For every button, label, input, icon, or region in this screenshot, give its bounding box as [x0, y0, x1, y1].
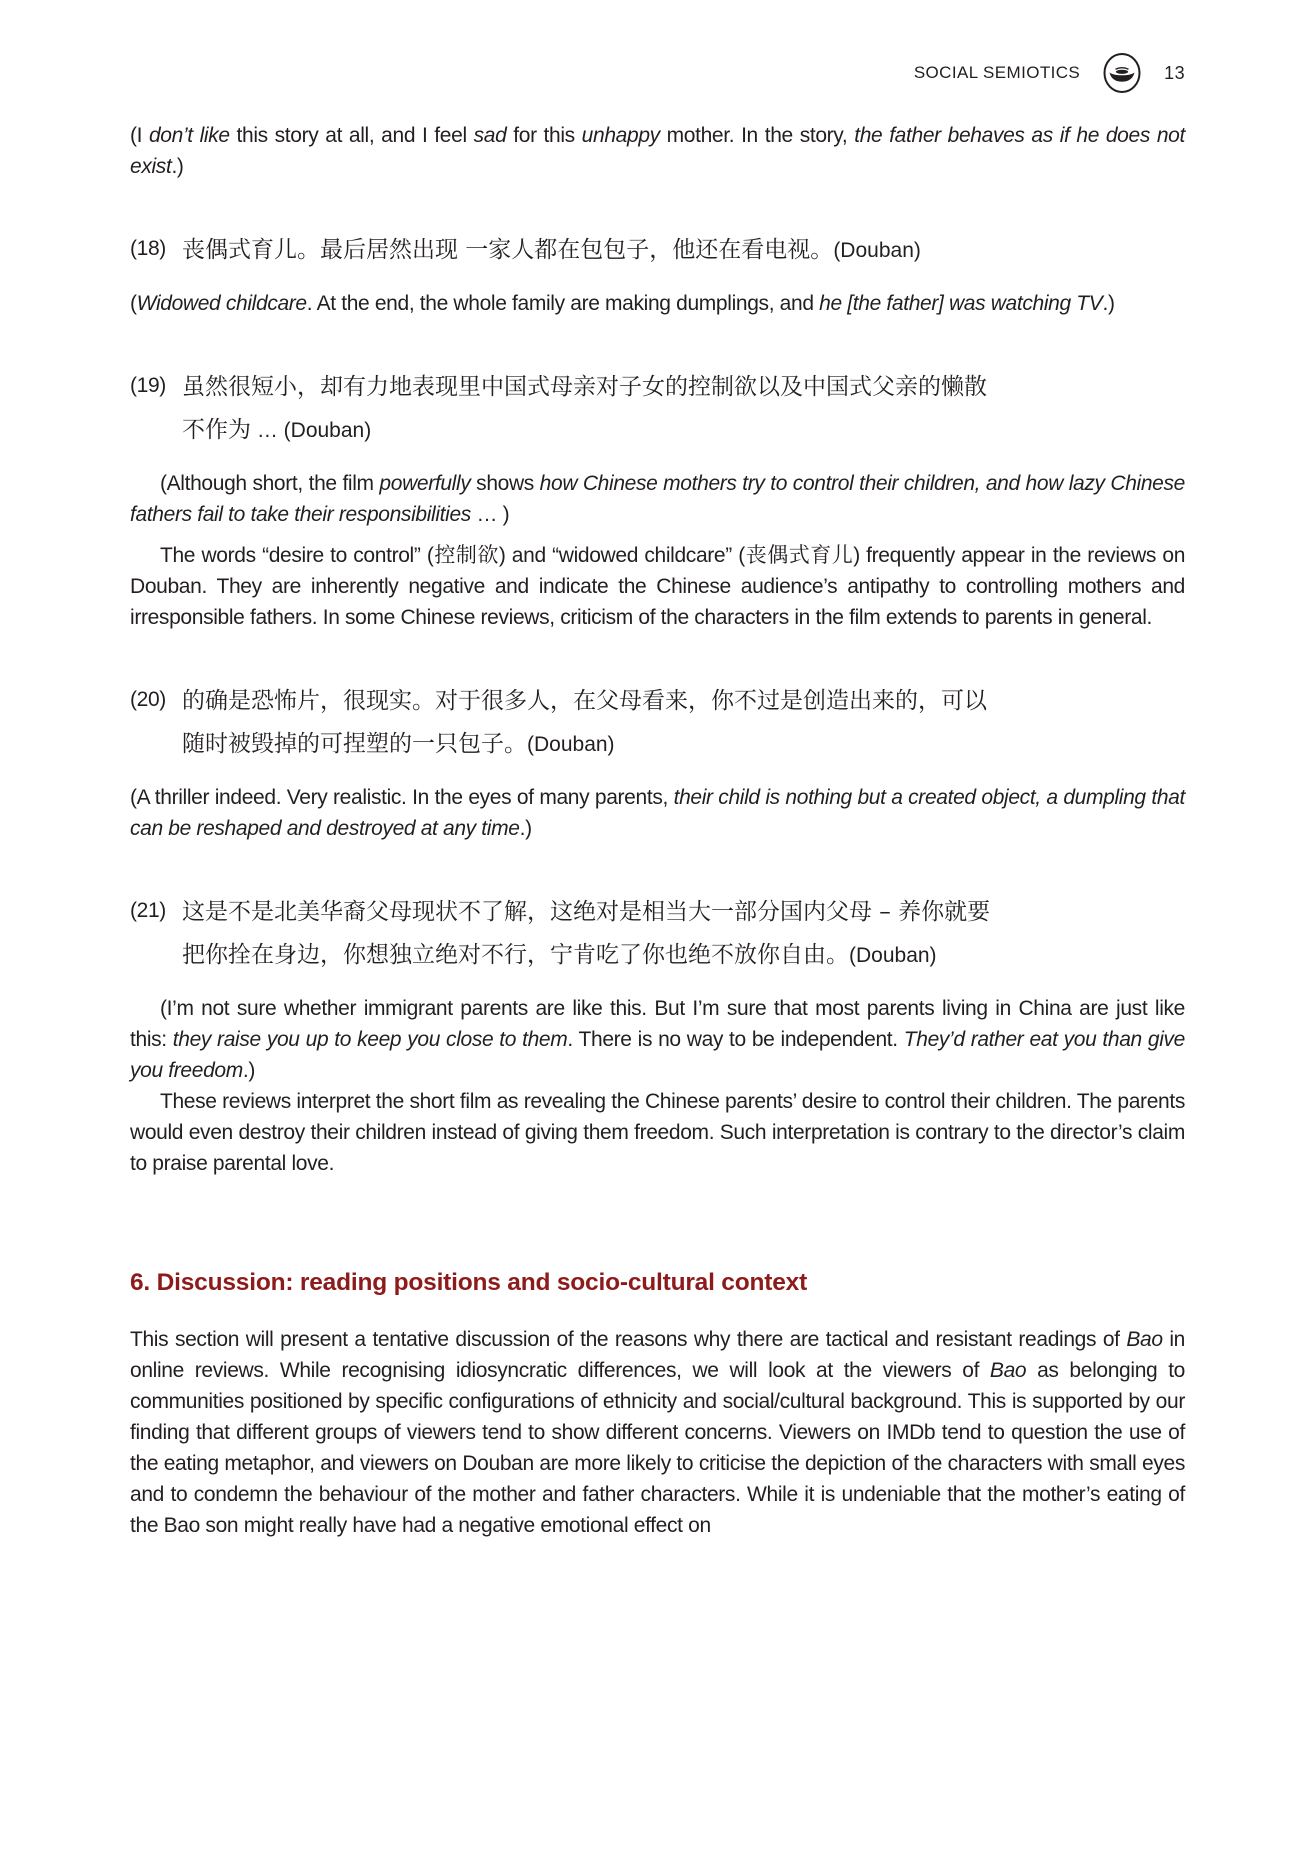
text-run: for this: [506, 124, 582, 147]
text-run: .): [519, 817, 532, 840]
cjk-text-run: 把你拴在身边，你想独立绝对不行，宁肯吃了你也绝不放你自由。: [182, 942, 849, 968]
italic-text-run: the father behaves as if he does not exist: [130, 124, 1185, 178]
paragraph-section-body: [130, 1324, 1185, 1541]
page-body: [130, 120, 1185, 1541]
cjk-text-run: 随时被毁掉的可捏塑的一只包子。: [182, 731, 527, 757]
example-number: (19): [130, 374, 166, 397]
italic-text-run: he [the father] was watching TV: [819, 292, 1103, 315]
text-run: The words “desire to control” (: [160, 544, 434, 567]
paragraph-intro: [130, 120, 1185, 182]
paragraph-translation: [130, 782, 1185, 844]
numbered-example: [130, 228, 1185, 272]
italic-text-run: They’d rather eat you than give you freedom: [130, 1028, 1185, 1082]
text-run: (Douban): [833, 239, 921, 262]
taylor-francis-logo-icon: [1102, 52, 1142, 94]
text-run: mother. In the story,: [659, 124, 855, 147]
text-run: as belonging to communities positioned by specific configurations of ethnicity and social/cultural background. This is supported by our finding that different groups of viewers tend to show different concerns. Viewers on IMDb tend to question the use of the eating metaphor, and viewers on Douban are more likely to criticise the depiction of the characters with small eyes and to condemn the behaviour of the mother and father characters. While it is undeniable that the mother’s eating of the Bao son might really have had a negative emotional effect on: [130, 1359, 1186, 1537]
cjk-text-run: 的确是恐怖片，很现实。对于很多人，在父母看来，你不过是创造出来的，可以: [182, 688, 987, 714]
text-run: in online reviews. While recognising idiosyncratic differences, we will look at the viewers of: [130, 1328, 1185, 1382]
italic-text-run: Bao: [989, 1359, 1027, 1382]
text-run: shows: [470, 472, 540, 495]
cjk-text-run: 这是不是北美华裔父母现状不了解，这绝对是相当大一部分国内父母 – 养你就要: [182, 899, 991, 925]
section-heading: 6. Discussion: reading positions and socio-cultural context: [130, 1269, 808, 1296]
page-number: 13: [1164, 62, 1185, 83]
example-text: [182, 890, 1185, 977]
text-run: (Douban): [527, 733, 615, 756]
text-run: This section will present a tentative discussion of the reasons why there are tactical and resistant readings of: [130, 1328, 1127, 1351]
example-number: (21): [130, 899, 166, 922]
paragraph-translation: [130, 288, 1185, 319]
page-header: [130, 0, 1185, 94]
paragraph-translation-indent: [130, 468, 1185, 530]
italic-text-run: unhappy: [581, 124, 660, 147]
cjk-text-run: 控制欲: [433, 543, 499, 567]
cjk-text-run: 丧偶式育儿: [744, 543, 854, 567]
cjk-text-run: 丧偶式育儿。最后居然出现 一家人都在包包子，他还在看电视。: [182, 237, 834, 263]
text-run: . There is no way to be independent.: [567, 1028, 904, 1051]
text-run: .): [1102, 292, 1115, 315]
numbered-example: [130, 365, 1185, 452]
text-run: (A thriller indeed. Very realistic. In the eyes of many parents,: [130, 786, 674, 809]
example-number: (18): [130, 237, 166, 260]
text-run: … (Douban): [251, 419, 372, 442]
paragraph-translation-indent: [130, 993, 1185, 1086]
italic-text-run: their child is nothing but a created object, a dumpling that can be reshaped and destroyed at any time: [130, 786, 1185, 840]
text-run: .): [171, 155, 184, 178]
numbered-example: [130, 679, 1185, 766]
paragraph-comment: [130, 540, 1185, 633]
italic-text-run: powerfully: [379, 472, 471, 495]
cjk-text-run: 虽然很短小，却有力地表现里中国式母亲对子女的控制欲以及中国式父亲的懒散: [182, 374, 987, 400]
numbered-example: [130, 890, 1185, 977]
text-run: (Although short, the film: [160, 472, 380, 495]
text-run: (I: [130, 124, 149, 147]
paragraph-continuation: [130, 1086, 1185, 1179]
text-run: (Douban): [849, 944, 937, 967]
italic-text-run: Widowed childcare: [136, 292, 307, 315]
text-run: .): [242, 1059, 256, 1082]
text-run: . At the end, the whole family are making dumplings, and: [306, 292, 820, 315]
text-run: this story at all, and I feel: [229, 124, 474, 147]
italic-text-run: don’t like: [148, 124, 230, 147]
example-number: (20): [130, 688, 166, 711]
text-run: (: [130, 292, 137, 315]
text-run: ) frequently appear in the reviews on Douban. They are inherently negative and indicate the Chinese audience’s antipathy to controlling mothers and irresponsible fathers. In some Chinese reviews, criticism of the characters in the film extends to parents in general.: [130, 544, 1186, 629]
example-text: [182, 679, 1185, 766]
italic-text-run: how Chinese mothers try to control their children, and how lazy Chinese fathers fail to take their responsibilities: [130, 472, 1185, 526]
text-run: (I’m not sure whether immigrant parents are like this. But I’m sure that most parents living in China are just like this:: [130, 997, 1185, 1051]
example-text: [182, 365, 1185, 452]
cjk-text-run: 不作为: [182, 417, 251, 443]
italic-text-run: they raise you up to keep you close to them: [172, 1028, 568, 1051]
italic-text-run: Bao: [1126, 1328, 1163, 1351]
text-run: These reviews interpret the short film as revealing the Chinese parents’ desire to control their children. The parents would even destroy their children instead of giving them freedom. Such interpretation is contrary to the director’s claim to praise parental love.: [130, 1090, 1185, 1175]
text-run: ) and “widowed childcare” (: [498, 544, 745, 567]
journal-title: SOCIAL SEMIOTICS: [913, 63, 1081, 82]
italic-text-run: sad: [473, 124, 507, 147]
example-text: [182, 228, 1185, 272]
text-run: … ): [470, 503, 510, 526]
